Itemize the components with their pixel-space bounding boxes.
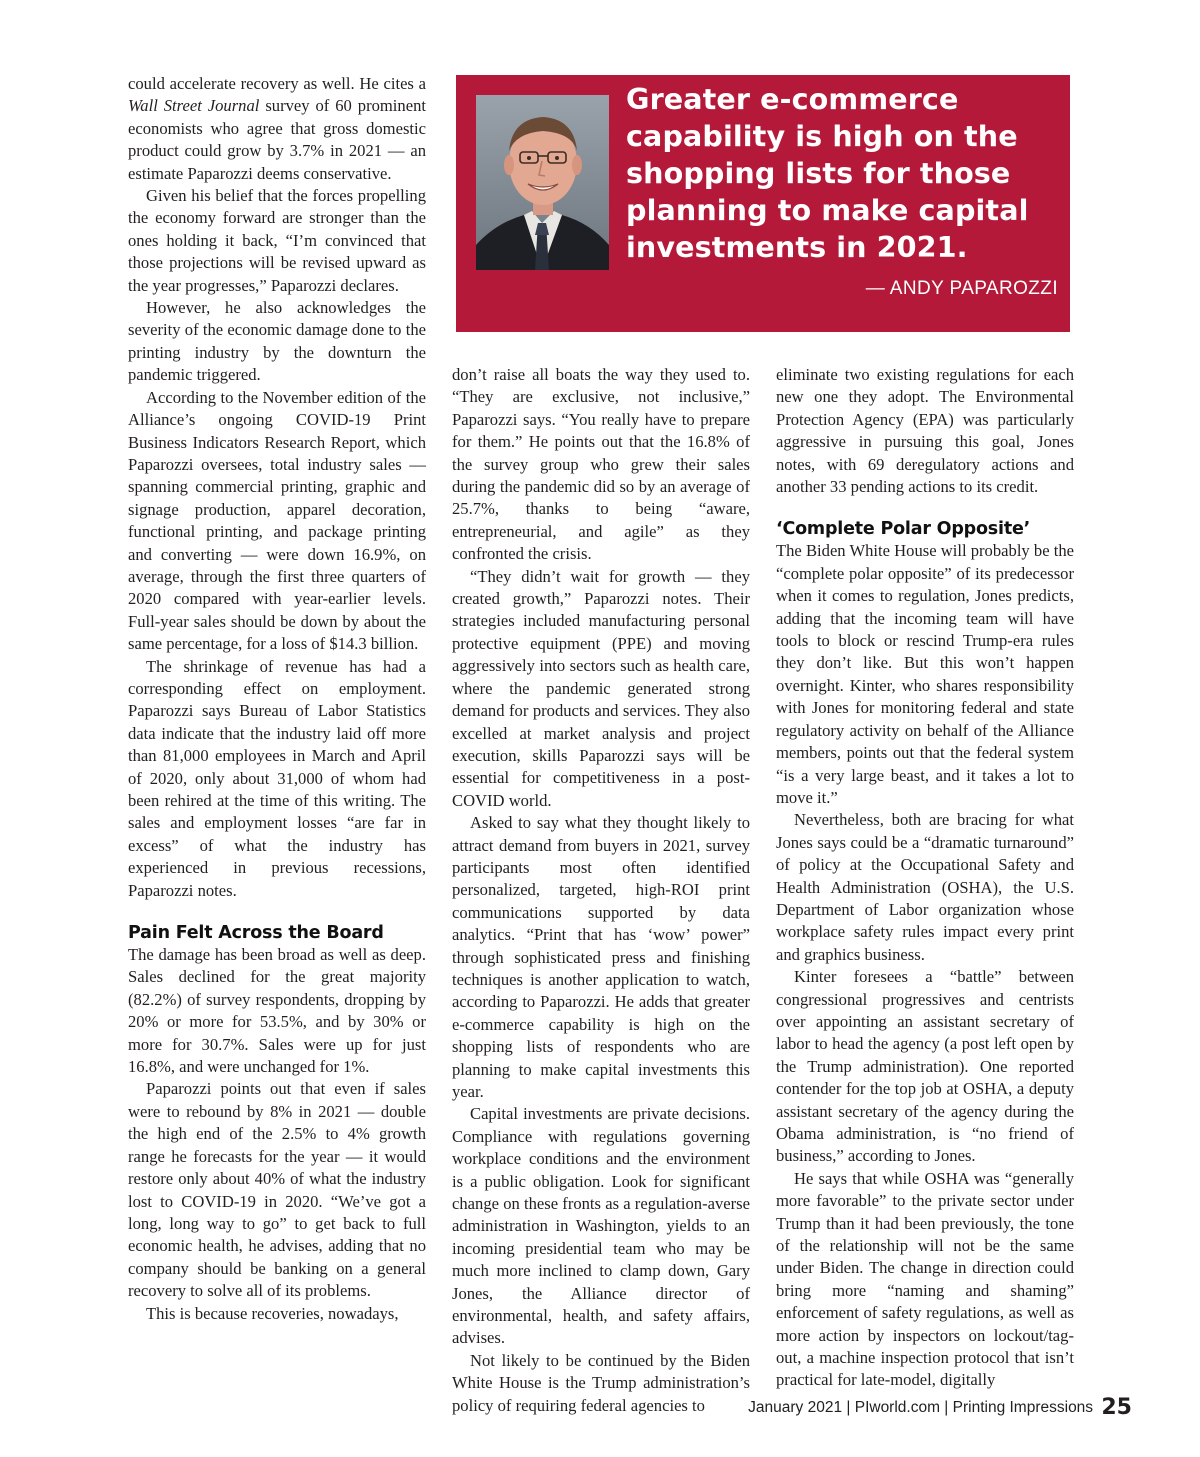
paragraph: The damage has been broad as well as deep. Sales declined for the great majority (82.2%) of survey respondents, dropping by 20% or more for 53.5%, and by 30% or more for 30.7%. Sales were up for just 16.8%, and were unchanged for 1%.	[128, 945, 426, 1077]
section-heading: Pain Felt Across the Board	[128, 923, 384, 944]
pull-quote-box	[456, 75, 1070, 332]
paragraph: The Biden White House will probably be the “complete polar opposite” of its predecessor when it comes to regulation, Jones predicts, adding that the incoming team will have tools to block or rescind Trump-era rules they don’t like. But this won’t happen overnight. Kinter, who shares responsibility with Jones for monitoring federal and state regulatory activity on behalf of the Alliance members, points out that the federal system “is a very large beast, and it takes a lot to move it.”	[776, 541, 1074, 807]
article-column-3	[776, 364, 1074, 1392]
pull-quote-text: Greater e-commerce capability is high on the shopping lists for those planning to make capital investments in 2021.	[626, 82, 1029, 264]
paragraph: He says that while OSHA was “generally more favorable” to the private sector under Trump than it had been previously, the tone of the relationship will not be the same under Biden. The change in direction could bring more “naming and shaming” enforcement of safety regulations, as well as more action by inspectors on lockout/tag-out, a machine inspection protocol that isn’t practical for late-model, digitally	[776, 1168, 1074, 1390]
page-number: 25	[1101, 1395, 1132, 1420]
paragraph: Given his belief that the forces propelling the economy forward are stronger than the ones holding it back, “I’m convinced that those projections will be revised upward as the year progresses,” Paparozzi declares.	[128, 186, 426, 295]
footer-publication-info: January 2021 | PIworld.com | Printing Impressions	[748, 1399, 1094, 1416]
paragraph: Nevertheless, both are bracing for what Jones says could be a “dramatic turnaround” of policy at the Occupational Safety and Health Administration (OSHA), the U.S. Department of Labor organization whose workplace safety rules impact every print and graphics business.	[776, 810, 1074, 964]
section-heading: ‘Complete Polar Opposite’	[776, 519, 1031, 540]
article-column-1	[128, 73, 426, 1325]
paragraph: could accelerate recovery as well. He cites a Wall Street Journal survey of 60 prominent economists who agree that gross domestic product could grow by 3.7% in 2021 — an estimate Paparozzi deems conservative.	[128, 74, 426, 183]
paragraph: Asked to say what they thought likely to attract demand from buyers in 2021, survey participants most often identified personalized, targeted, high-ROI print communications supported by data analytics. “Print that has ‘wow’ power” through sophisticated press and finishing techniques is another application to watch, according to Paparozzi. He adds that greater e-commerce capability is high on the shopping lists of respondents who are planning to make capital investments this year.	[452, 813, 750, 1101]
author-headshot-photo	[476, 95, 609, 270]
article-column-2	[452, 364, 750, 1417]
paragraph: This is because recoveries, nowadays,	[146, 1303, 399, 1323]
paragraph: “They didn’t wait for growth — they created growth,” Paparozzi notes. Their strategies included manufacturing personal protective equipment (PPE) and moving aggressively into sectors such as health care, where the pandemic generated strong demand for products and services. They also excelled at market analysis and project execution, skills Paparozzi says will be essential for competitiveness in a post-COVID world.	[452, 566, 750, 810]
paragraph: Paparozzi points out that even if sales were to rebound by 8% in 2021 — double the high end of the 2.5% to 4% growth range he forecasts for the year — it would restore only about 40% of what the industry lost to COVID-19 in 2020. “We’ve got a long, long way to go” to get back to full economic health, he advises, adding that no company should be banking on a general recovery to solve all of its problems.	[128, 1079, 426, 1301]
paragraph: don’t raise all boats the way they used to. “They are exclusive, not inclusive,” Paparozzi says. “You really have to prepare for them.” He points out that the 16.8% of the survey group who grew their sales during the pandemic did so by an average of 25.7%, thanks to being “aware, entrepreneurial, and agile” as they confronted the crisis.	[452, 365, 750, 564]
paragraph: However, he also acknowledges the severity of the economic damage done to the printing industry by the downturn the pandemic triggered.	[128, 298, 426, 385]
paragraph: Not likely to be continued by the Biden White House is the Trump administration’s policy of requiring federal agencies to	[452, 1350, 750, 1415]
paragraph: According to the November edition of the Alliance’s ongoing COVID-19 Print Business Indicators Research Report, which Paparozzi oversees, total industry sales — spanning commercial printing, graphic and signage production, apparel decoration, functional printing, and package printing and converting — were down 16.9%, on average, through the first three quarters of 2020 compared with year-earlier levels. Full-year sales should be down by about the same percentage, for a loss of $14.3 billion.	[128, 387, 426, 654]
portrait-illustration	[476, 95, 609, 270]
paragraph: Capital investments are private decisions. Compliance with regulations governing workplace conditions and the environment is a public obligation. Look for significant change on these fronts as a regulation-averse administration in Washington, yields to an incoming presidential team who may be much more inclined to clamp down, Gary Jones, the Alliance director of environmental, health, and safety affairs, advises.	[452, 1104, 750, 1348]
paragraph: Kinter foresees a “battle” between congressional progressives and centrists over appointing an assistant secretary of labor to head the agency (a post left open by the Trump administration). One reported contender for the top job at OSHA, a deputy assistant secretary of the agency during the Obama administration, is “no friend of business,” according to Jones.	[776, 967, 1074, 1166]
page-footer	[748, 1395, 1132, 1420]
paragraph: The shrinkage of revenue has had a corresponding effect on employment. Paparozzi says Bureau of Labor Statistics data indicate that the industry laid off more than 81,000 employees in March and April of 2020, only about 31,000 of whom had been rehired at the time of this writing. The sales and employment losses “are far in excess” of what the industry has experienced in previous recessions, Paparozzi notes.	[128, 656, 426, 900]
pull-quote-attribution: — ANDY PAPAROZZI	[865, 278, 1058, 299]
publication-title: Wall Street Journal	[128, 96, 260, 116]
paragraph: eliminate two existing regulations for each new one they adopt. The Environmental Protection Agency (EPA) was particularly aggressive in pursuing this goal, Jones notes, with 69 deregulatory actions and another 33 pending actions to its credit.	[776, 365, 1074, 497]
